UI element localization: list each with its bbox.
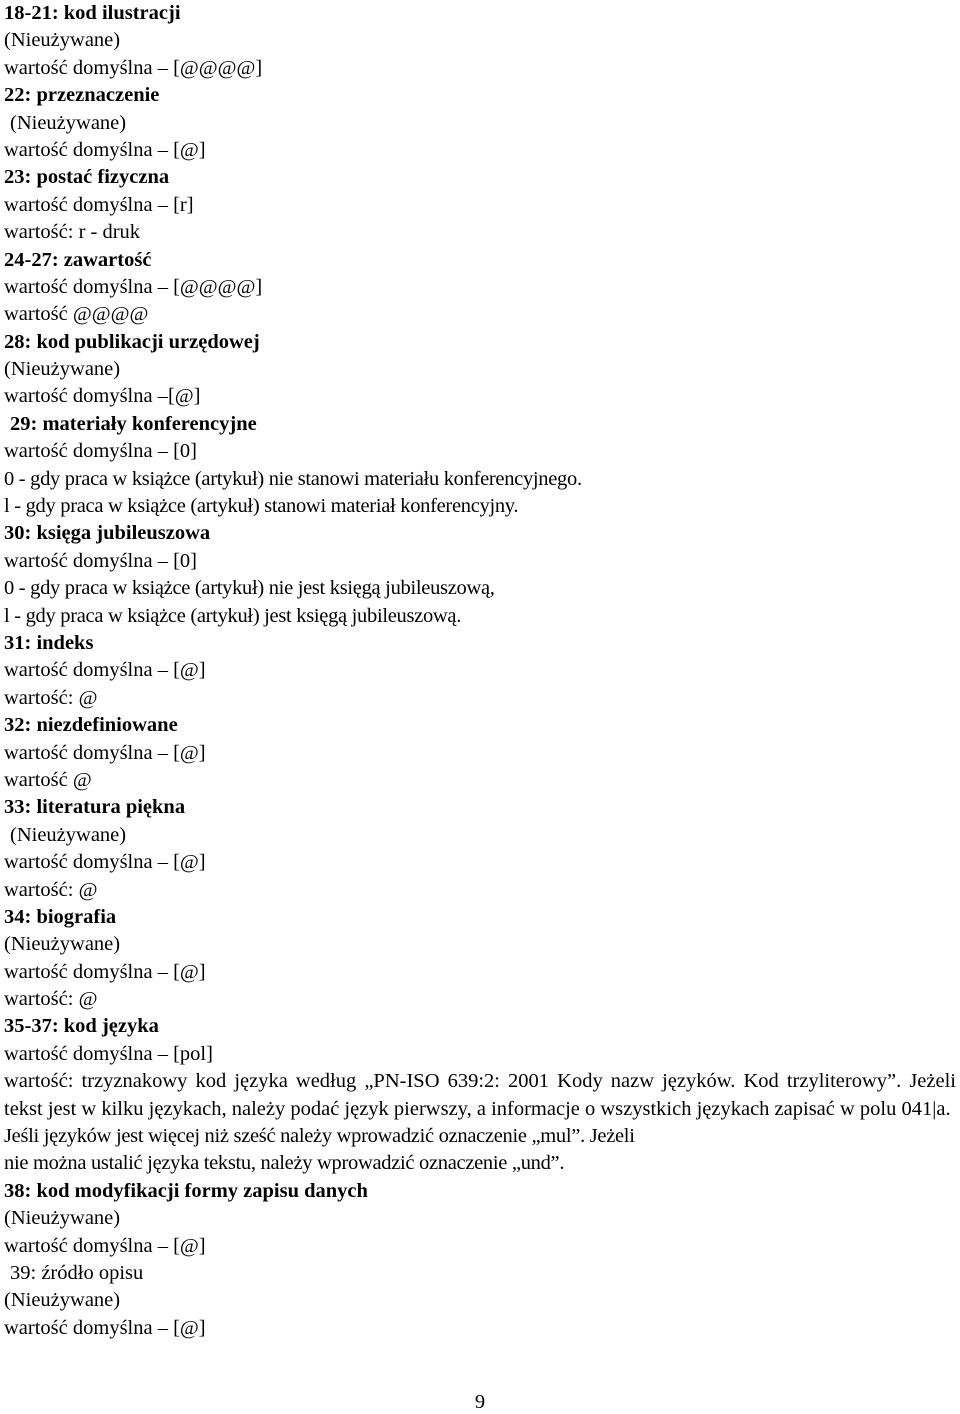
default-value: wartość domyślna – [0] (4, 440, 197, 463)
field-heading-18-21: 18-21: kod ilustracji (4, 2, 181, 24)
default-value: wartość domyślna – [@] (4, 1234, 206, 1257)
default-value: wartość domyślna – [@] (4, 960, 206, 983)
field-heading-38: 38: kod modyfikacji formy zapisu danych (4, 1179, 368, 1202)
field-heading-22: 22: przeznaczenie (4, 84, 160, 107)
default-value: wartość domyślna – [@] (4, 741, 206, 764)
unused-note: (Nieużywane) (4, 933, 121, 956)
field-heading-32: 32: niezdefiniowane (4, 714, 178, 737)
unused-note: (Nieużywane) (4, 358, 121, 381)
field-heading-23: 23: postać fizyczna (4, 166, 170, 189)
default-value: wartość domyślna – [@] (4, 851, 206, 874)
language-code-paragraph: wartość: trzyznakowy kod języka według „PN-ISO 639:2: 2001 Kody nazw języków. Kod trzyliterowy”. Jeżeli tekst jest w kilku językach, należy podać język pierwszy, a informacje o wszystkich językach zapisać w polu 041|a. (4, 1070, 956, 1120)
value-option-1: l - gdy praca w książce (artykuł) stanowi materiał konferencyjny. (4, 495, 519, 518)
value-description: wartość: @ (4, 686, 98, 709)
page-number: 9 (474, 1391, 486, 1413)
default-value: wartość domyślna – [@@@@] (4, 56, 263, 79)
language-note-line-1: Jeśli języków jest więcej niż sześć należy wprowadzić oznaczenie „mul”. Jeżeli (4, 1125, 635, 1148)
default-value: wartość domyślna – [@] (4, 659, 206, 682)
default-value: wartość domyślna –[@] (4, 385, 201, 408)
value-description: wartość @ (4, 768, 92, 791)
unused-note: (Nieużywane) (4, 1207, 121, 1230)
language-note-line-2: nie można ustalić języka tekstu, należy wprowadzić oznaczenie „und”. (4, 1152, 565, 1175)
field-heading-34: 34: biografia (4, 905, 117, 928)
unused-note: (Nieużywane) (4, 29, 121, 52)
field-heading-31: 31: indeks (4, 631, 94, 654)
field-heading-24-27: 24-27: zawartość (4, 248, 152, 271)
field-heading-28: 28: kod publikacji urzędowej (4, 330, 260, 353)
default-value: wartość domyślna – [@@@@] (4, 275, 263, 298)
value-description: wartość: @ (4, 878, 98, 901)
value-option-0: 0 - gdy praca w książce (artykuł) nie stanowi materiału konferencyjnego. (4, 467, 582, 490)
field-heading-39: 39: źródło opisu (10, 1262, 144, 1284)
value-option-0: 0 - gdy praca w książce (artykuł) nie jest księgą jubileuszową, (4, 577, 495, 600)
value-description: wartość @@@@ (4, 303, 149, 326)
unused-note: (Nieużywane) (4, 1289, 121, 1312)
unused-note: (Nieużywane) (10, 111, 127, 134)
field-heading-33: 33: literatura piękna (4, 796, 186, 819)
default-value: wartość domyślna – [r] (4, 193, 194, 216)
default-value: wartość domyślna – [pol] (4, 1042, 213, 1065)
field-heading-30: 30: księga jubileuszowa (4, 522, 211, 545)
value-description: wartość: @ (4, 988, 98, 1011)
value-option-1: l - gdy praca w książce (artykuł) jest księgą jubileuszową. (4, 604, 462, 627)
unused-note: (Nieużywane) (10, 823, 127, 846)
default-value: wartość domyślna – [@] (4, 138, 206, 161)
field-heading-29: 29: materiały konferencyjne (10, 412, 257, 435)
default-value: wartość domyślna – [@] (4, 1316, 206, 1339)
field-heading-35-37: 35-37: kod języka (4, 1015, 159, 1038)
value-description: wartość: r - druk (4, 221, 141, 244)
document-page (4, 0, 956, 1342)
default-value: wartość domyślna – [0] (4, 549, 197, 572)
